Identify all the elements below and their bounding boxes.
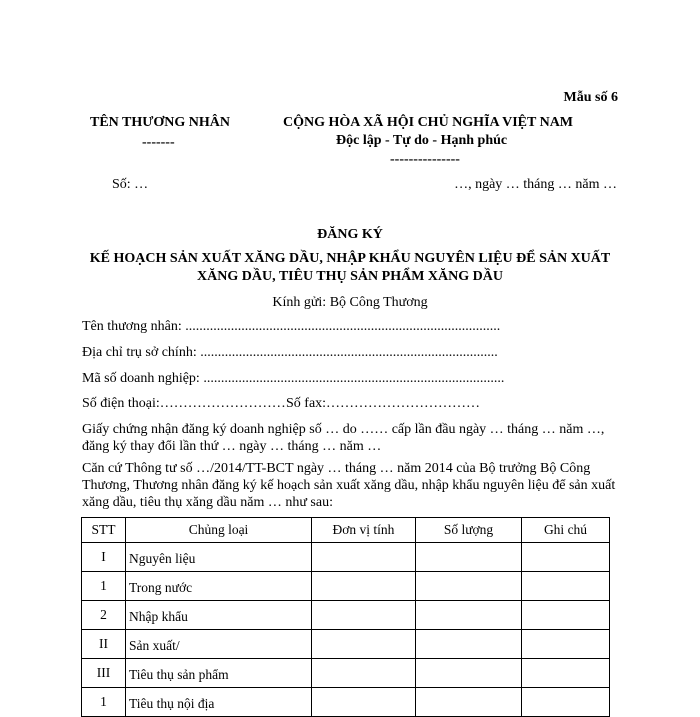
row-quantity bbox=[416, 572, 522, 601]
motto-divider: --------------- bbox=[390, 152, 460, 167]
row-type: Nhập khẩu bbox=[126, 601, 312, 630]
header-unit: Đơn vị tính bbox=[312, 518, 416, 543]
motto: Độc lập - Tự do - Hạnh phúc bbox=[336, 133, 508, 148]
form-number: Mẫu số 6 bbox=[563, 90, 618, 105]
table-row bbox=[82, 688, 610, 717]
document-date: …, ngày … tháng … năm … bbox=[454, 177, 617, 192]
recipient-line: Kính gửi: Bộ Công Thương bbox=[272, 295, 428, 310]
row-type: Tiêu thụ sản phẩm bbox=[126, 659, 312, 688]
table-row bbox=[82, 659, 610, 688]
row-quantity bbox=[416, 543, 522, 572]
header-quantity: Số lượng bbox=[416, 518, 522, 543]
legal-basis-paragraph: Căn cứ Thông tư số …/2014/TT-BCT ngày … tháng … năm 2014 của Bộ trưởng Bộ Công Thương, Thương nhân đăng ký kế hoạch sản xuất xăng dầu, nhập khẩu nguyên liệu để sản xuất xăng dầu, tiêu thụ xăng dầu năm … như sau: bbox=[82, 461, 616, 510]
row-type: Sản xuất/ bbox=[126, 630, 312, 659]
field-merchant-name: Tên thương nhân: .......................................................................................... bbox=[82, 319, 501, 334]
row-unit bbox=[312, 572, 416, 601]
table-row bbox=[82, 543, 610, 572]
row-stt: 1 bbox=[82, 572, 126, 601]
field-fax: Số fax:…………………………… bbox=[286, 396, 481, 411]
row-unit bbox=[312, 601, 416, 630]
table-header-row bbox=[82, 518, 610, 543]
document-title: ĐĂNG KÝ bbox=[317, 227, 383, 242]
field-enterprise-code: Mã số doanh nghiệp: ...................................................................................... bbox=[82, 371, 505, 386]
row-quantity bbox=[416, 659, 522, 688]
row-unit bbox=[312, 630, 416, 659]
row-quantity bbox=[416, 688, 522, 717]
field-head-office-address: Địa chỉ trụ sở chính: ..................................................................................... bbox=[82, 345, 498, 360]
document-number: Số: … bbox=[112, 177, 149, 192]
row-note bbox=[522, 630, 610, 659]
row-note bbox=[522, 572, 610, 601]
table-row bbox=[82, 572, 610, 601]
row-type: Trong nước bbox=[126, 572, 312, 601]
row-unit bbox=[312, 543, 416, 572]
header-note: Ghi chú bbox=[522, 518, 610, 543]
merchant-name-heading: TÊN THƯƠNG NHÂN bbox=[90, 115, 231, 130]
row-stt: 1 bbox=[82, 688, 126, 717]
row-type: Nguyên liệu bbox=[126, 543, 312, 572]
document-subtitle: KẾ HOẠCH SẢN XUẤT XĂNG DẦU, NHẬP KHẨU NGUYÊN LIỆU ĐỂ SẢN XUẤT XĂNG DẦU, TIÊU THỤ SẢN PHẨM XĂNG DẦU bbox=[89, 251, 611, 284]
merchant-divider: ------- bbox=[142, 135, 175, 150]
row-quantity bbox=[416, 630, 522, 659]
row-stt: 2 bbox=[82, 601, 126, 630]
republic-heading: CỘNG HÒA XÃ HỘI CHỦ NGHĨA VIỆT NAM bbox=[283, 115, 574, 130]
row-type: Tiêu thụ nội địa bbox=[126, 688, 312, 717]
header-type: Chủng loại bbox=[126, 518, 312, 543]
row-stt: III bbox=[82, 659, 126, 688]
row-stt: II bbox=[82, 630, 126, 659]
row-quantity bbox=[416, 601, 522, 630]
header-stt: STT bbox=[82, 518, 126, 543]
field-phone: Số điện thoại:……………………… bbox=[82, 396, 286, 411]
row-stt: I bbox=[82, 543, 126, 572]
row-note bbox=[522, 601, 610, 630]
row-note bbox=[522, 688, 610, 717]
row-note bbox=[522, 659, 610, 688]
table-row bbox=[82, 601, 610, 630]
registration-table bbox=[81, 517, 610, 717]
row-note bbox=[522, 543, 610, 572]
table-row bbox=[82, 630, 610, 659]
certificate-paragraph: Giấy chứng nhận đăng ký doanh nghiệp số … do …… cấp lần đầu ngày … tháng … năm …, đăng ký thay đổi lần thứ … ngày … tháng … năm … bbox=[82, 422, 605, 454]
row-unit bbox=[312, 659, 416, 688]
row-unit bbox=[312, 688, 416, 717]
